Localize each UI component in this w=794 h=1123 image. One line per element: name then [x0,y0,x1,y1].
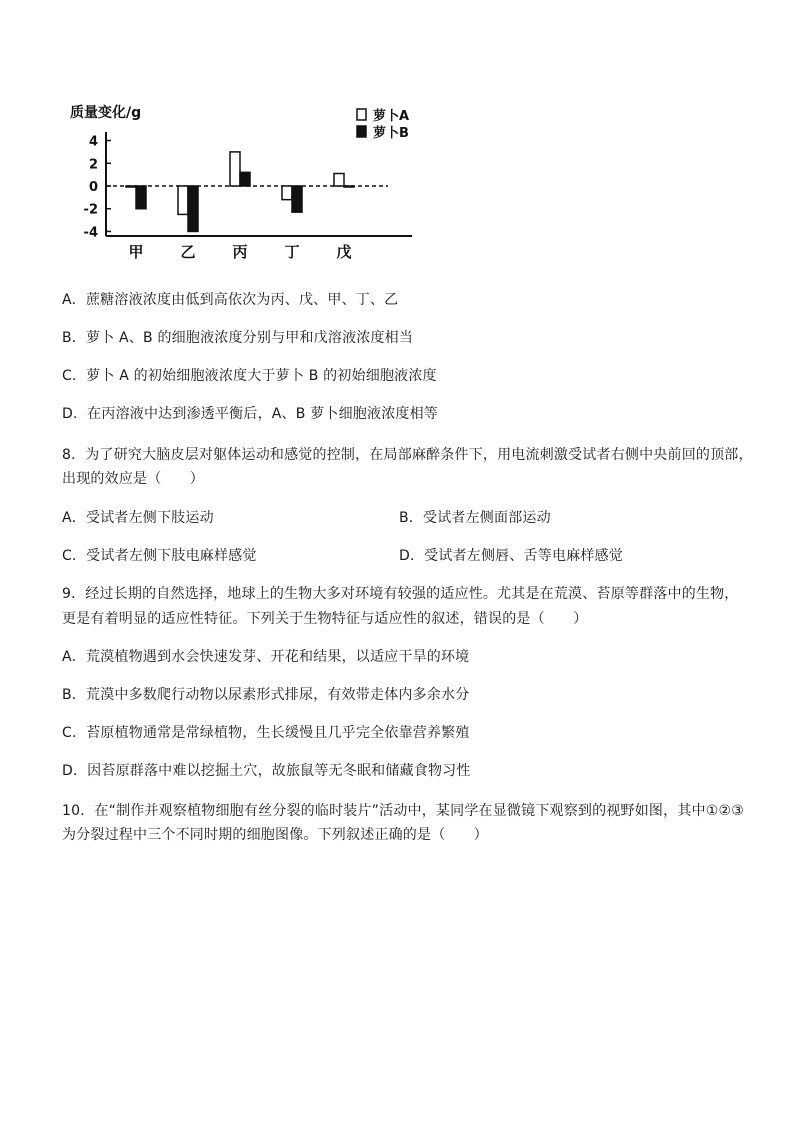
x-category-label: 甲 [128,243,144,261]
x-category-label: 丙 [232,243,248,261]
bar-b [188,186,198,231]
y-tick-label: 0 [88,180,98,195]
q7-option-c: C．萝卜 A 的初始细胞液浓度大于萝卜 B 的初始细胞液浓度 [62,368,437,384]
bar-b [136,186,146,209]
bar-a [178,186,188,214]
y-tick-label: 2 [88,157,98,173]
bar-a [334,174,344,187]
q8-stem-line2: 出现的效应是（ ） [62,471,204,487]
q7-option-d: D．在丙溶液中达到渗透平衡后，A、B 萝卜细胞液浓度相等 [62,406,439,422]
q8-option-d: D．受试者左侧唇、舌等电麻样感觉 [399,548,623,564]
q10-stem-line2: 为分裂过程中三个不同时期的细胞图像。下列叙述正确的是（ ） [62,827,488,843]
bar-b [240,172,250,186]
q9-option-d: D．因苔原群落中难以挖掘土穴，故旅鼠等无冬眠和储藏食物习性 [62,763,471,779]
legend-swatch-a [357,109,366,120]
y-axis-label: 质量变化/g [70,105,142,121]
bar-b [344,186,354,187]
q9-stem-line1: 9．经过长期的自然选择，地球上的生物大多对环境有较强的适应性。尤其是在荒漠、苔原等群落中的生物， [62,586,739,602]
bar-a [230,152,240,186]
q9-option-a: A．荒漠植物遇到水会快速发芽、开花和结果，以适应干旱的环境 [62,649,470,665]
x-category-label: 戊 [336,243,352,261]
bar-chart-svg [62,100,432,265]
legend-label: 萝卜B [373,126,409,141]
legend-swatch-b [357,126,366,137]
y-tick-label: -2 [83,202,98,218]
y-tick-label: -4 [83,225,98,241]
mass-change-chart [62,100,432,265]
x-category-label: 乙 [180,243,196,261]
q8-option-c: C．受试者左侧下肢电麻样感觉 [62,548,257,564]
q8-option-a: A．受试者左侧下肢运动 [62,510,214,526]
q9-option-c: C．苔原植物通常是常绿植物，生长缓慢且几乎完全依靠营养繁殖 [62,725,470,741]
bar-a [282,186,292,200]
q8-option-b: B．受试者左侧面部运动 [399,510,551,526]
q7-option-b: B．萝卜 A、B 的细胞液浓度分别与甲和戊溶液浓度相当 [62,330,414,346]
x-category-label: 丁 [284,243,300,261]
bar-b [292,186,302,212]
q9-stem-line2: 更是有着明显的适应性特征。下列关于生物特征与适应性的叙述，错误的是（ ） [62,611,588,627]
bar-a [126,186,136,187]
q9-option-b: B．荒漠中多数爬行动物以尿素形式排尿，有效带走体内多余水分 [62,687,470,703]
q7-option-a: A．蔗糖溶液浓度由低到高依次为丙、戊、甲、丁、乙 [62,292,399,308]
y-tick-label: 4 [88,134,98,150]
legend-label: 萝卜A [373,109,410,124]
q8-stem-line1: 8．为了研究大脑皮层对躯体运动和感觉的控制，在局部麻醉条件下，用电流刺激受试者右侧中央前回的顶部， [62,447,753,463]
q10-stem-line1: 10．在“制作并观察植物细胞有丝分裂的临时装片”活动中，某同学在显微镜下观察到的视野如图，其中①②③ [62,803,744,819]
